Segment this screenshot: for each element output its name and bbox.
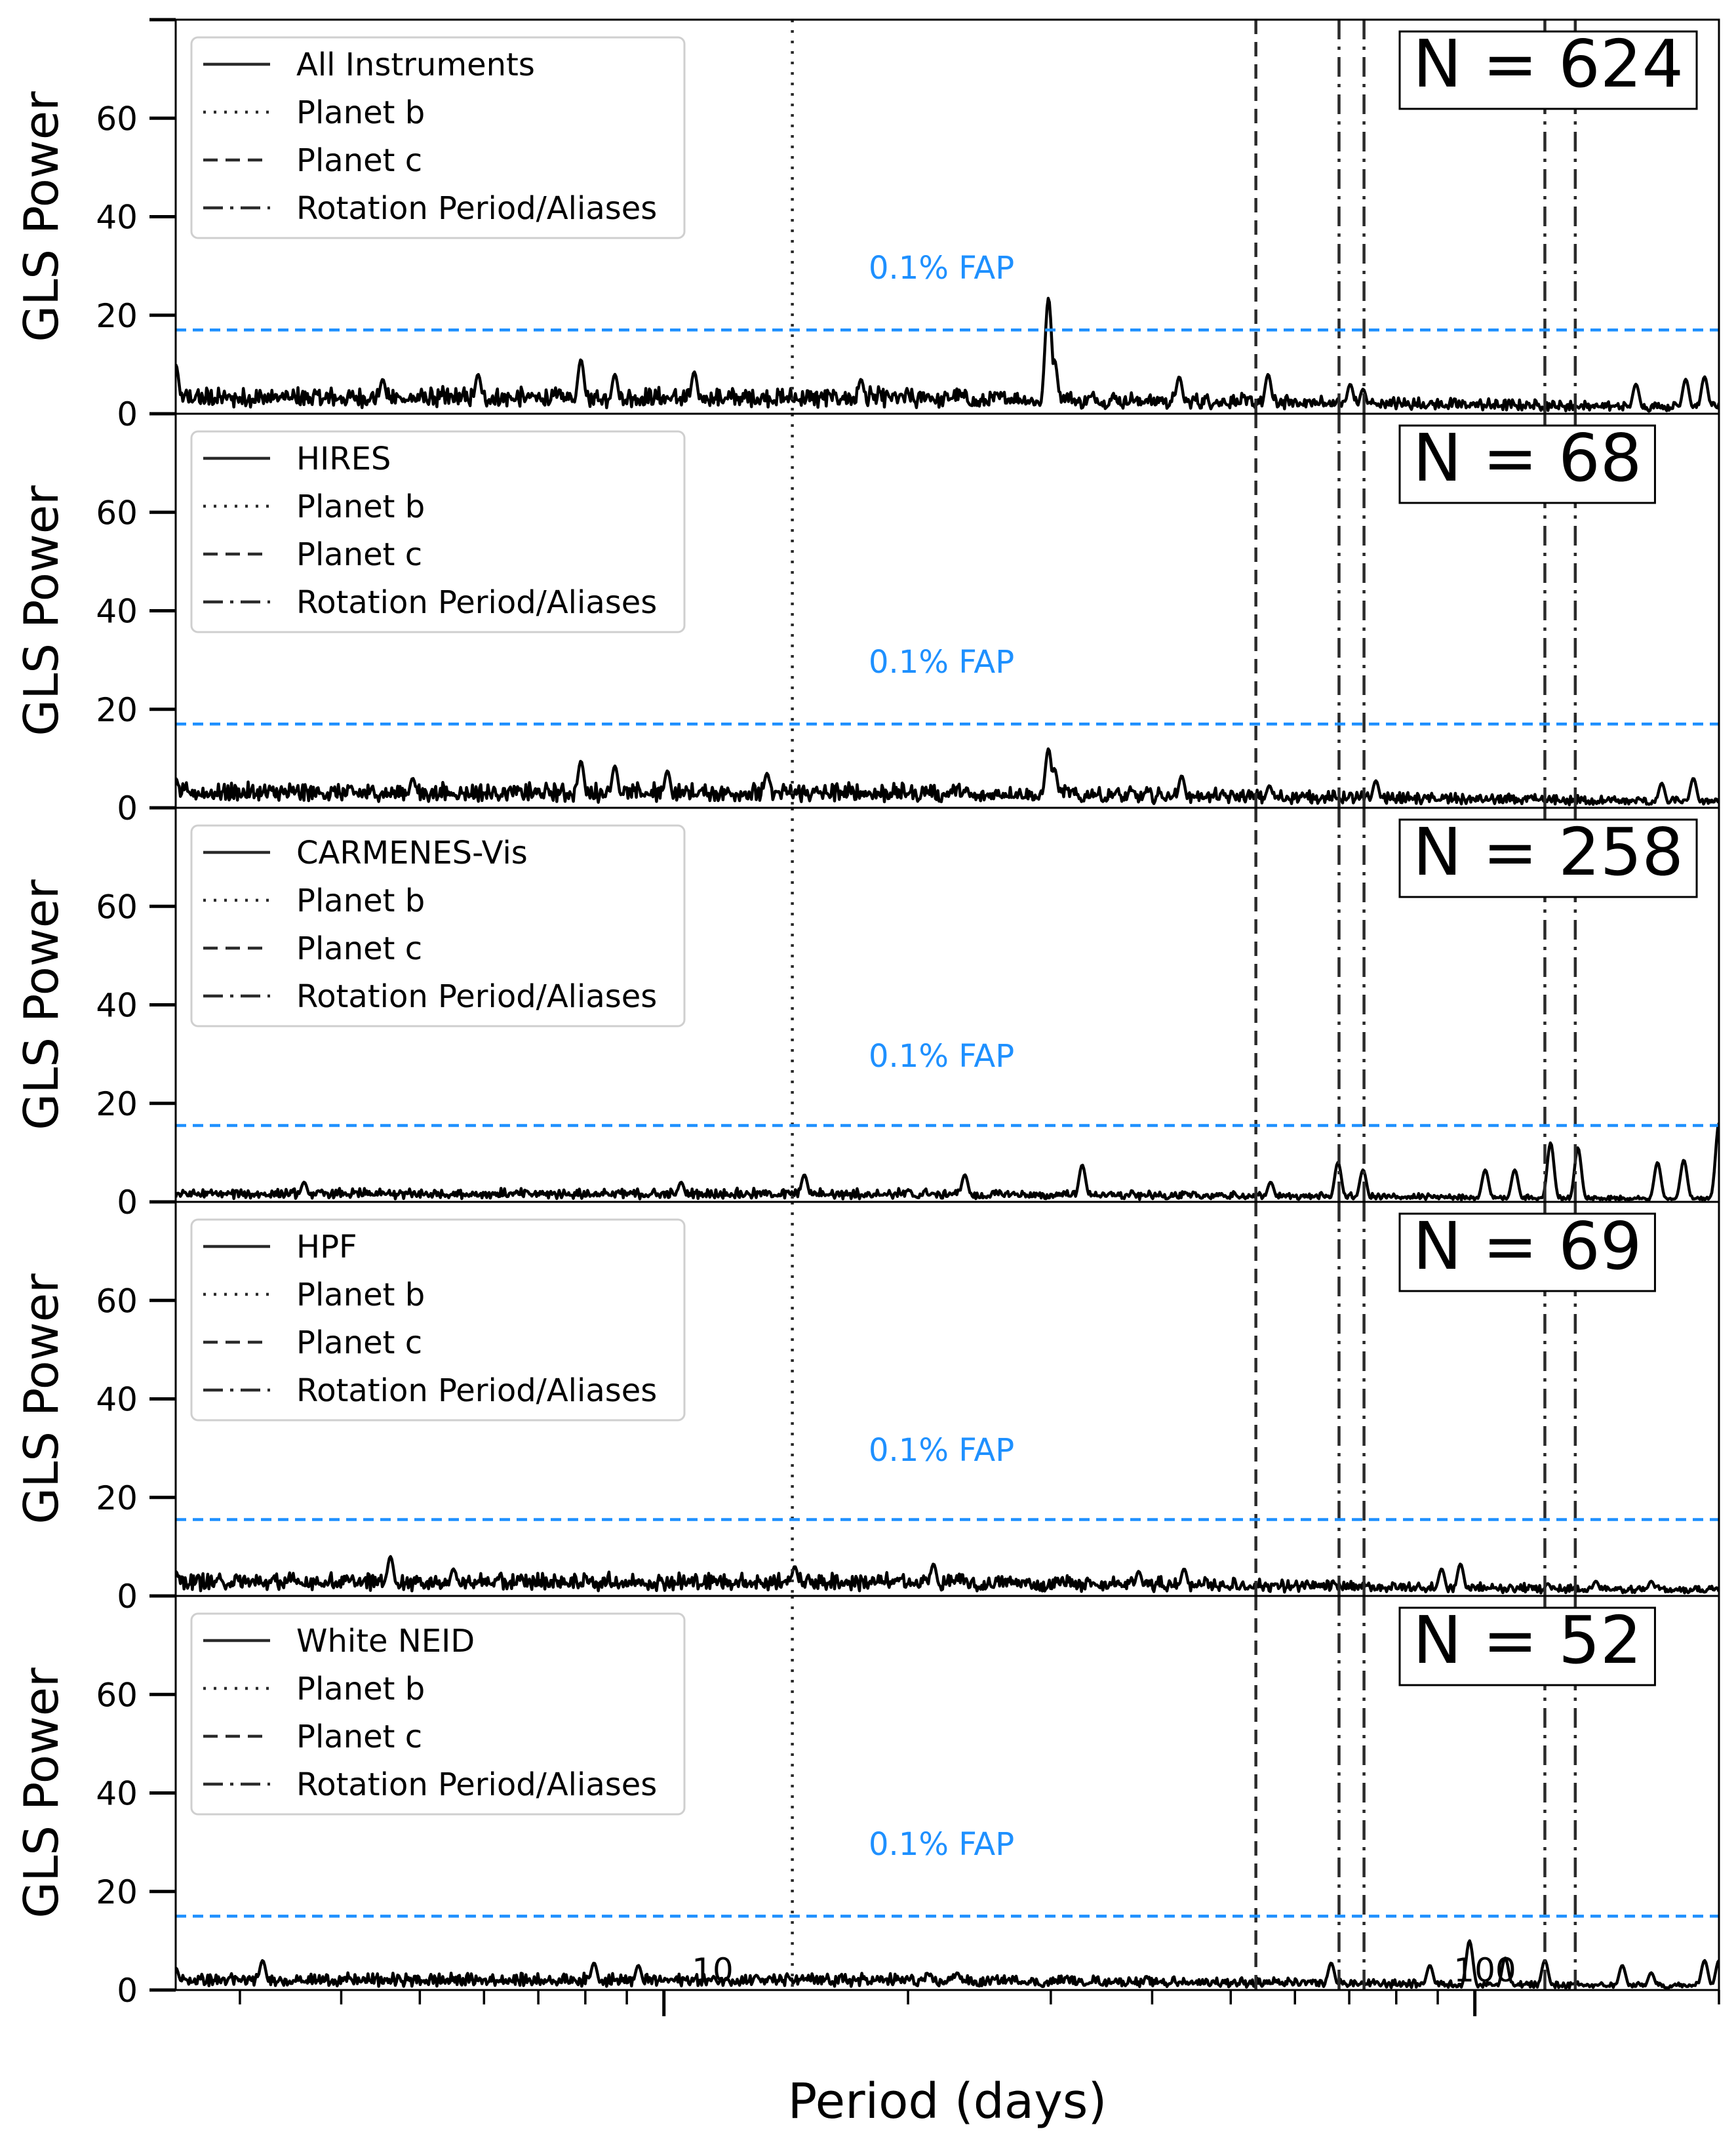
legend-label-5-3: Planet c bbox=[296, 1719, 423, 1755]
y-tick-label-5-40: 40 bbox=[96, 1774, 138, 1813]
y-tick-label-3-20: 20 bbox=[96, 1085, 138, 1123]
fap-label-1: 0.1% FAP bbox=[869, 250, 1015, 287]
y-tick-label-1-20: 20 bbox=[96, 296, 138, 335]
y-axis-label-2: GLS Power bbox=[14, 485, 69, 736]
y-tick-label-3-40: 40 bbox=[96, 986, 138, 1025]
x-ticks bbox=[240, 1990, 1719, 2016]
y-tick-label-2-0: 0 bbox=[117, 789, 138, 827]
legend-label-1-3: Planet c bbox=[296, 142, 423, 179]
legend-label-2-2: Planet b bbox=[296, 488, 425, 525]
legend-label-4-4: Rotation Period/Aliases bbox=[296, 1372, 658, 1409]
fap-label-5: 0.1% FAP bbox=[869, 1826, 1015, 1863]
legend-label-5-4: Rotation Period/Aliases bbox=[296, 1766, 658, 1803]
legend-label-4-2: Planet b bbox=[296, 1277, 425, 1313]
n-count-5: N = 52 bbox=[1413, 1602, 1642, 1679]
y-tick-label-2-60: 60 bbox=[96, 494, 138, 532]
y-axis-label-3: GLS Power bbox=[14, 879, 69, 1130]
panel-2 bbox=[14, 414, 1719, 827]
legend-label-1-4: Rotation Period/Aliases bbox=[296, 190, 658, 227]
y-tick-label-1-40: 40 bbox=[96, 198, 138, 237]
y-tick-label-5-0: 0 bbox=[117, 1972, 138, 2010]
n-count-4: N = 69 bbox=[1413, 1208, 1642, 1284]
y-axis-label-1: GLS Power bbox=[14, 91, 69, 342]
legend-label-4-1: HPF bbox=[296, 1229, 357, 1265]
y-tick-label-2-40: 40 bbox=[96, 592, 138, 631]
y-tick-label-4-0: 0 bbox=[117, 1578, 138, 1616]
y-tick-label-4-40: 40 bbox=[96, 1380, 138, 1419]
y-tick-label-4-60: 60 bbox=[96, 1282, 138, 1321]
y-tick-label-2-20: 20 bbox=[96, 690, 138, 729]
legend-label-3-2: Planet b bbox=[296, 883, 425, 919]
n-count-2: N = 68 bbox=[1413, 420, 1642, 496]
fap-label-3: 0.1% FAP bbox=[869, 1038, 1015, 1075]
fap-label-4: 0.1% FAP bbox=[869, 1432, 1015, 1469]
legend-label-5-1: White NEID bbox=[296, 1623, 475, 1660]
series-line-3 bbox=[176, 1123, 1719, 1201]
y-tick-label-3-0: 0 bbox=[117, 1184, 138, 1222]
series-line-4 bbox=[176, 1557, 1719, 1593]
y-tick-label-1-60: 60 bbox=[96, 100, 138, 138]
y-axis-label-4: GLS Power bbox=[14, 1273, 69, 1524]
panel-1 bbox=[14, 20, 1719, 433]
y-tick-label-5-60: 60 bbox=[96, 1676, 138, 1715]
n-count-3: N = 258 bbox=[1413, 814, 1684, 890]
y-tick-label-3-60: 60 bbox=[96, 888, 138, 926]
legend-label-2-3: Planet c bbox=[296, 536, 423, 573]
y-tick-label-4-20: 20 bbox=[96, 1479, 138, 1517]
series-line-1 bbox=[176, 298, 1719, 411]
x-tick-label-100: 100 bbox=[1453, 1951, 1516, 1989]
legend-label-5-2: Planet b bbox=[296, 1671, 425, 1707]
legend-label-3-4: Rotation Period/Aliases bbox=[296, 978, 658, 1015]
panel-5 bbox=[14, 1596, 1719, 2010]
legend-label-2-1: HIRES bbox=[296, 441, 391, 477]
legend-label-3-3: Planet c bbox=[296, 930, 423, 967]
panel-3 bbox=[14, 808, 1719, 1222]
n-count-1: N = 624 bbox=[1413, 26, 1684, 102]
legend-label-3-1: CARMENES-Vis bbox=[296, 835, 528, 871]
y-tick-label-1-0: 0 bbox=[117, 395, 138, 433]
legend-label-1-2: Planet b bbox=[296, 94, 425, 131]
panels-layer bbox=[14, 20, 1719, 2010]
panel-4 bbox=[14, 1202, 1719, 1616]
series-line-2 bbox=[176, 749, 1719, 805]
legend-label-1-1: All Instruments bbox=[296, 47, 535, 83]
x-axis-label: Period (days) bbox=[787, 2073, 1107, 2130]
x-tick-label-10: 10 bbox=[692, 1951, 734, 1989]
fap-label-2: 0.1% FAP bbox=[869, 644, 1015, 681]
legend-label-2-4: Rotation Period/Aliases bbox=[296, 584, 658, 621]
y-axis-label-5: GLS Power bbox=[14, 1667, 69, 1919]
legend-label-4-3: Planet c bbox=[296, 1324, 423, 1361]
y-tick-label-5-20: 20 bbox=[96, 1873, 138, 1911]
